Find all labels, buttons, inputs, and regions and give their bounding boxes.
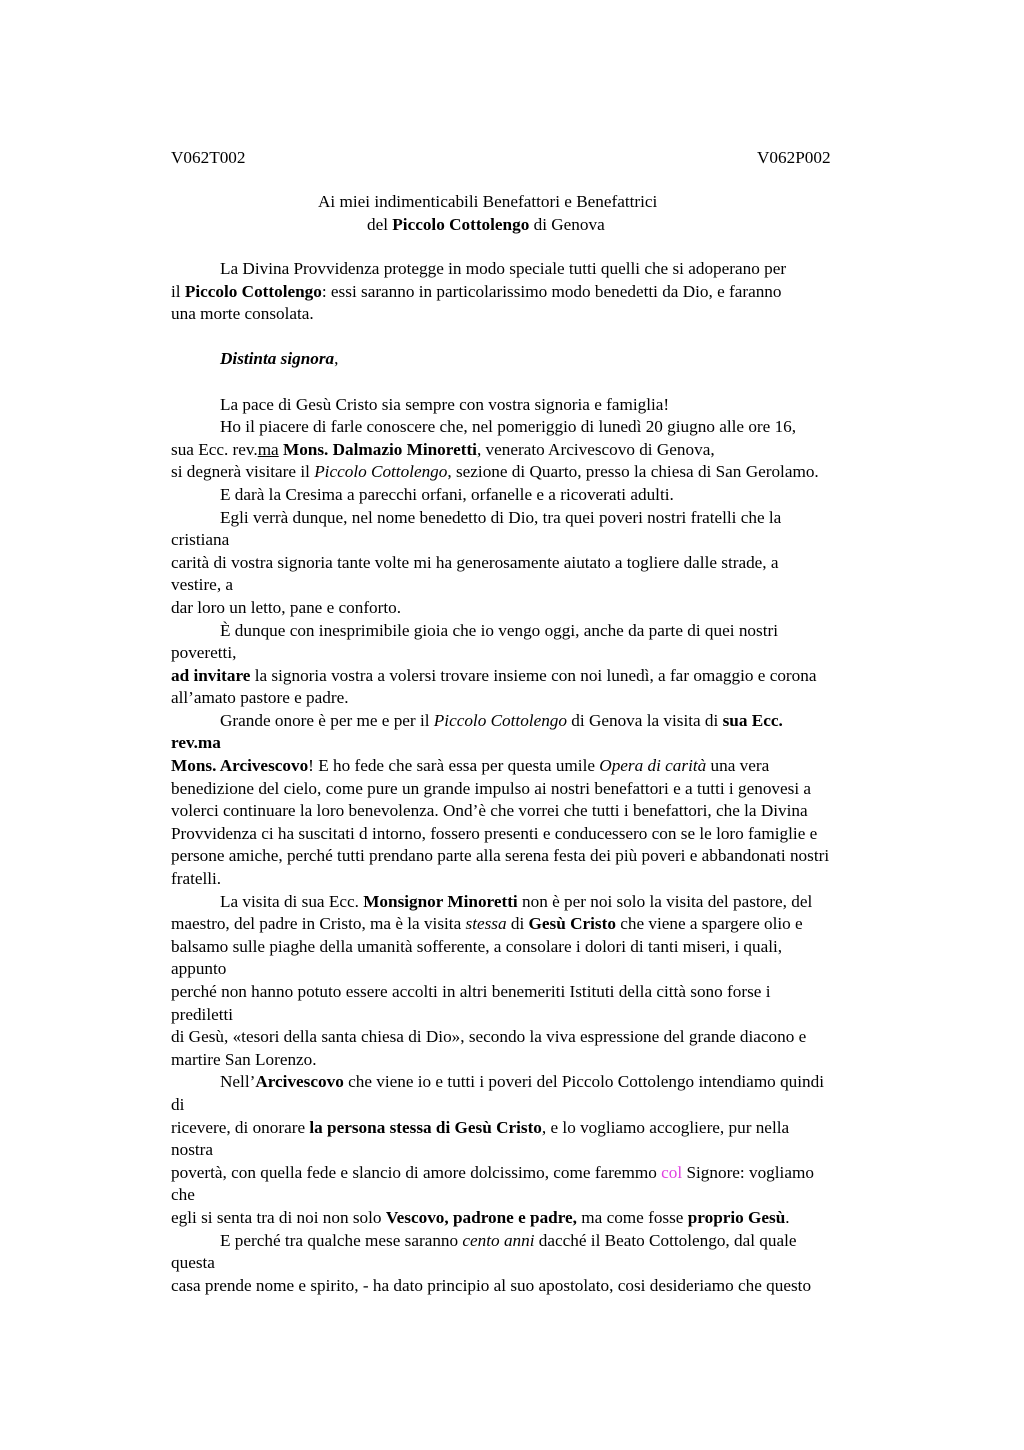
bold-run: Monsignor Minoretti (363, 891, 518, 911)
body-line: volerci continuare la loro benevolenza. Ond’è che vorrei che tutti i benefattori, che la Divina (171, 801, 808, 821)
underlined-run: ma (257, 439, 279, 459)
text-run: di Genova la visita di (566, 710, 723, 730)
body-line (171, 1207, 911, 1230)
intro-line: La Divina Provvidenza protegge in modo speciale tutti quelli che si adoperano per (220, 259, 787, 278)
body-line (171, 710, 911, 733)
text-run: una vera (706, 756, 770, 776)
italic-run: Piccolo Cottolengo (314, 462, 448, 482)
text-run: Grande onore è per me e per il (220, 710, 434, 730)
body-line: che (171, 1185, 195, 1205)
text-run: , venerato Arcivescovo di Genova, (476, 439, 715, 459)
text-run: dacché il Beato Cottolengo, dal quale (534, 1230, 797, 1250)
body-line: di Gesù, «tesori della santa chiesa di Dio», secondo la viva espressione del grande diacono e (171, 1027, 807, 1047)
bold-run: Mons. Arcivescovo (171, 756, 309, 776)
text-run: : essi saranno in particolarissimo modo benedetti da Dio, e faranno (321, 281, 782, 301)
bold-run: Arcivescovo (255, 1072, 344, 1092)
text-run: ricevere, di onorare (171, 1117, 310, 1137)
title-line-1: Ai miei indimenticabili Benefattori e Benefattrici (318, 192, 658, 211)
text-run: di (506, 914, 529, 934)
text-run: Signore: vogliamo (682, 1162, 814, 1182)
body-line: casa prende nome e spirito, - ha dato principio al suo apostolato, cosi desideriamo che questo (171, 1275, 812, 1295)
text-run: che viene io e tutti i poveri del Piccolo Cottolengo intendiamo quindi (343, 1072, 824, 1092)
body-line: Egli verrà dunque, nel nome benedetto di Dio, tra quei poveri nostri fratelli che la (220, 507, 782, 527)
body-line: carità di vostra signoria tante volte mi ha generosamente aiutato a togliere dalle strade, a (171, 552, 779, 572)
body-line (171, 461, 911, 484)
body-line: persone amiche, perché tutti prendano parte alla serena festa dei più poveri e abbandonati nostri (171, 846, 830, 866)
paragraph-gap (171, 326, 911, 349)
body-line (171, 1230, 911, 1253)
body-line: perché non hanno potuto essere accolti in altri benemeriti Istituti della città sono forse i (171, 982, 771, 1001)
body-line: di (171, 1094, 185, 1114)
title-bold: Piccolo Cottolengo (392, 215, 530, 234)
text-run: sua Ecc. rev. (171, 439, 258, 459)
body-line: questa (171, 1253, 215, 1273)
text-run: . (785, 1207, 790, 1227)
bold-run: la persona stessa di Gesù Cristo (309, 1117, 542, 1137)
body-line: fratelli. (171, 869, 222, 889)
text-run: ma come fosse (576, 1207, 688, 1227)
body-line (171, 1162, 911, 1185)
title-text: di Genova (529, 215, 605, 234)
body-line (171, 439, 911, 462)
header-right-code: V062P002 (757, 148, 831, 167)
italic-run: Opera di carità (599, 756, 707, 776)
bold-run: Mons. Dalmazio Minoretti (282, 439, 477, 459)
salutation-text: Distinta signora (220, 349, 335, 369)
body-line: martire San Lorenzo. (171, 1049, 317, 1069)
salutation (171, 348, 911, 371)
text-run: non è per noi solo la visita del pastore, del (517, 891, 813, 911)
body-line: poveretti, (171, 643, 237, 663)
text-run: ! E ho fede che sarà essa per questa umile (308, 756, 600, 776)
bold-run: Piccolo Cottolengo (184, 281, 322, 301)
body-line: cristiana (171, 530, 230, 550)
body-line: È dunque con inesprimibile gioia che io vengo oggi, anche da parte di quei nostri (220, 620, 778, 640)
body-line: nostra (171, 1140, 214, 1160)
text-run: il (171, 281, 185, 301)
italic-run: cento anni (462, 1230, 535, 1250)
body-line: Provvidenza ci ha suscitati d intorno, fossero presenti e conducessero con se le loro famiglie e (171, 823, 818, 843)
text-run: che viene a spargere olio e (615, 914, 803, 934)
body-line (171, 665, 911, 688)
intro-line: una morte consolata. (171, 304, 314, 324)
italic-run: Piccolo Cottolengo (433, 710, 567, 730)
text-run: si degnerà visitare il (171, 462, 315, 482)
text-run: povertà, con quella fede e slancio di amore dolcissimo, come faremmo (171, 1162, 662, 1182)
text-run: , (334, 349, 339, 369)
body-line: E darà la Cresima a parecchi orfani, orfanelle e a ricoverati adulti. (220, 484, 674, 504)
body-line: La pace di Gesù Cristo sia sempre con vostra signoria e famiglia! (220, 394, 670, 414)
title-text: del (367, 215, 393, 234)
body-line: balsamo sulle piaghe della umanità sofferente, a consolare i dolori di tanti miseri, i quali, (171, 936, 783, 956)
body-line (171, 1117, 911, 1140)
body-line: Ho il piacere di farle conoscere che, nel pomeriggio di lunedì 20 giugno alle ore 16, (220, 417, 797, 437)
body-line (171, 1071, 911, 1094)
body-line: appunto (171, 959, 227, 979)
text-run: la signoria vostra a volersi trovare insieme con noi lunedì, a far omaggio e corona (250, 665, 817, 685)
text-run: maestro, del padre in Cristo, ma è la visita (171, 914, 466, 934)
text-run: Nell’ (220, 1072, 256, 1092)
letter-body (171, 258, 911, 1297)
body-line (171, 891, 911, 914)
body-line: prediletti (171, 1004, 234, 1024)
bold-run: Gesù Cristo (528, 914, 616, 934)
text-run: , e lo vogliamo accogliere, pur nella (541, 1117, 790, 1137)
body-line (171, 755, 911, 778)
body-line: all’amato pastore e padre. (171, 688, 349, 708)
bold-run: ad invitare (171, 665, 251, 685)
text-run: La visita di sua Ecc. (220, 891, 364, 911)
highlighted-run: col (661, 1162, 683, 1182)
header-left-code: V062T002 (171, 148, 246, 167)
bold-run: sua Ecc. (722, 710, 783, 730)
text-run: E perché tra qualche mese saranno (220, 1230, 463, 1250)
italic-run: stessa (465, 914, 507, 934)
body-line: benedizione del cielo, come pure un grande impulso ai nostri benefattori e a tutti i genovesi a (171, 778, 812, 798)
body-line: vestire, a (171, 575, 234, 595)
intro-line (171, 281, 911, 304)
bold-run: proprio Gesù (687, 1207, 786, 1227)
text-run: , sezione di Quarto, presso la chiesa di San Gerolamo. (447, 462, 819, 482)
title-line-2 (367, 213, 605, 236)
body-line (171, 913, 911, 936)
body-line (171, 732, 911, 755)
paragraph-gap (171, 371, 911, 394)
body-line: dar loro un letto, pane e conforto. (171, 597, 402, 617)
bold-run: Vescovo, padrone e padre, (385, 1207, 577, 1227)
text-run: egli si senta tra di noi non solo (171, 1207, 386, 1227)
bold-run: rev.ma (171, 733, 221, 753)
